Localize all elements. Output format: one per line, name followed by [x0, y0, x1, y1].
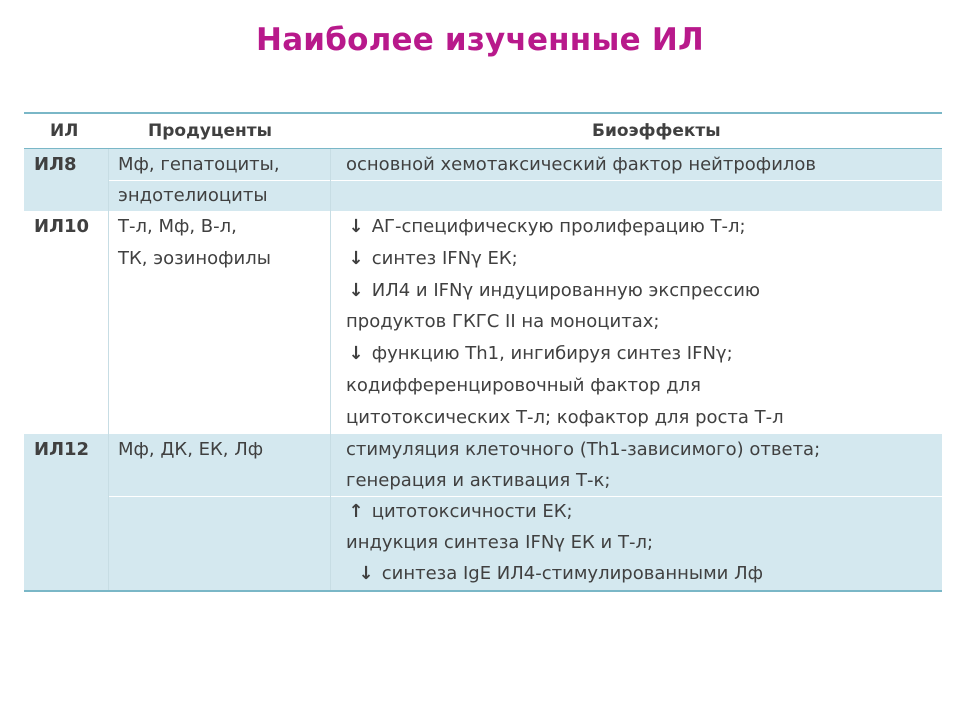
table-row-il8 [24, 149, 942, 211]
cell-effect-line: ↓ синтез IFNγ ЕК; [346, 243, 518, 275]
table-row-il12 [24, 434, 942, 590]
cell-effect-line: кодифференцировочный фактор для [346, 375, 701, 396]
arrow-down-icon: ↓ [348, 216, 364, 237]
cell-effect-line: ↓ ИЛ4 и IFNγ индуцированную экспрессию [346, 275, 760, 307]
arrow-down-icon: ↓ [348, 343, 364, 365]
cell-effect-line: индукция синтеза IFNγ ЕК и Т-л; [346, 532, 654, 553]
arrow-down-icon: ↓ [358, 563, 374, 584]
arrow-down-icon: ↓ [348, 247, 364, 269]
arrow-up-icon: ↑ [348, 501, 364, 522]
arrow-down-icon: ↓ [348, 279, 364, 301]
cell-effect-line: ↓ функцию Th1, ингибируя синтез IFNγ; [346, 338, 733, 370]
cell-effect-line: цитотоксических Т-л; кофактор для роста Т-л [346, 406, 784, 428]
page-title: Наиболее изученные ИЛ [256, 22, 704, 58]
cell-producers-line: эндотелиоциты [118, 185, 268, 206]
table-header [24, 114, 942, 149]
table-row-il10 [24, 211, 942, 434]
cell-effect-line: ↓ синтеза IgE ИЛ4-стимулированными Лф [356, 558, 763, 590]
cell-producers-line: ТК, эозинофилы [118, 248, 271, 269]
header-il: ИЛ [50, 121, 79, 141]
header-producers: Продуценты [148, 121, 272, 141]
cell-producers-line: Мф, ДК, ЕК, Лф [118, 439, 264, 460]
cell-effect-line: продуктов ГКГС II на моноцитах; [346, 311, 660, 333]
cell-producers-line: Мф, гепатоциты, [118, 154, 280, 175]
interleukin-table [24, 112, 942, 592]
cell-effect-line: ↑ цитотоксичности ЕК; [346, 496, 573, 528]
cell-effect-line: генерация и активация Т-к; [346, 470, 611, 491]
cell-il: ИЛ10 [34, 216, 90, 237]
header-effects: Биоэффекты [592, 121, 721, 141]
cell-effect-line: ↓ АГ-специфическую пролиферацию Т-л; [346, 211, 746, 243]
cell-il: ИЛ12 [34, 439, 90, 460]
cell-il: ИЛ8 [34, 154, 77, 175]
cell-producers-line: Т-л, Мф, В-л, [118, 216, 237, 237]
cell-effect-line: основной хемотаксический фактор нейтрофилов [346, 154, 817, 175]
cell-effect-line: стимуляция клеточного (Th1-зависимого) ответа; [346, 439, 821, 460]
